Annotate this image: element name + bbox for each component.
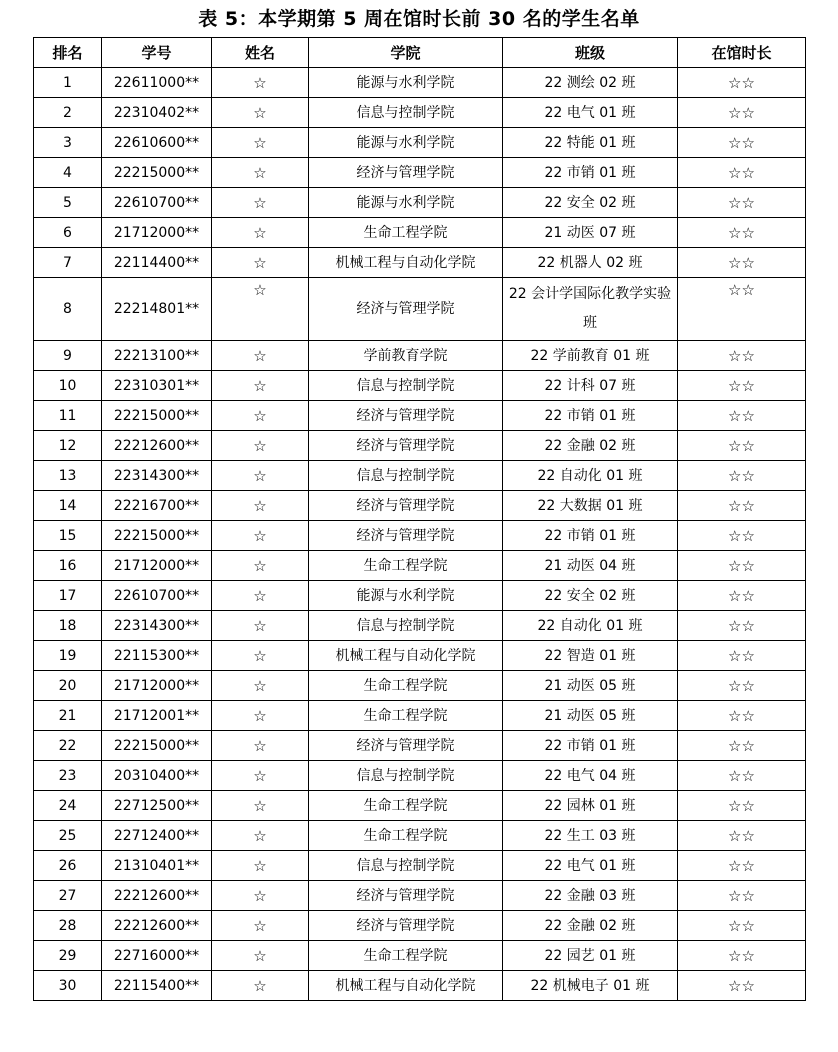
cell-name: ☆ bbox=[212, 218, 309, 248]
cell-name: ☆ bbox=[212, 371, 309, 401]
cell-rank: 2 bbox=[34, 98, 102, 128]
cell-name: ☆ bbox=[212, 188, 309, 218]
cell-college: 机械工程与自动化学院 bbox=[309, 971, 503, 1001]
table-row bbox=[34, 611, 806, 641]
cell-hours: ☆☆ bbox=[678, 971, 806, 1001]
cell-student-id: 21712000** bbox=[102, 551, 212, 581]
col-header-rank: 排名 bbox=[34, 38, 102, 68]
cell-student-id: 22314300** bbox=[102, 611, 212, 641]
cell-student-id: 22716000** bbox=[102, 941, 212, 971]
cell-rank: 19 bbox=[34, 641, 102, 671]
cell-rank: 12 bbox=[34, 431, 102, 461]
table-row bbox=[34, 761, 806, 791]
cell-student-id: 21712000** bbox=[102, 671, 212, 701]
cell-rank: 30 bbox=[34, 971, 102, 1001]
cell-hours: ☆☆ bbox=[678, 851, 806, 881]
col-header-name: 姓名 bbox=[212, 38, 309, 68]
cell-name: ☆ bbox=[212, 278, 309, 341]
cell-hours: ☆☆ bbox=[678, 188, 806, 218]
cell-rank: 8 bbox=[34, 278, 102, 341]
cell-name: ☆ bbox=[212, 341, 309, 371]
cell-rank: 22 bbox=[34, 731, 102, 761]
cell-college: 生命工程学院 bbox=[309, 941, 503, 971]
cell-student-id: 22314300** bbox=[102, 461, 212, 491]
cell-rank: 29 bbox=[34, 941, 102, 971]
cell-class: 22 安全 02 班 bbox=[503, 581, 678, 611]
cell-name: ☆ bbox=[212, 431, 309, 461]
cell-rank: 5 bbox=[34, 188, 102, 218]
table-row bbox=[34, 941, 806, 971]
table-title: 表 5：本学期第 5 周在馆时长前 30 名的学生名单 bbox=[198, 8, 640, 30]
cell-student-id: 22215000** bbox=[102, 521, 212, 551]
table-row bbox=[34, 671, 806, 701]
table-body bbox=[34, 68, 806, 1001]
cell-student-id: 20310400** bbox=[102, 761, 212, 791]
cell-class: 21 动医 07 班 bbox=[503, 218, 678, 248]
table-row bbox=[34, 971, 806, 1001]
cell-hours: ☆☆ bbox=[678, 911, 806, 941]
table-row bbox=[34, 68, 806, 98]
cell-college: 学前教育学院 bbox=[309, 341, 503, 371]
table-row bbox=[34, 731, 806, 761]
cell-class: 22 金融 03 班 bbox=[503, 881, 678, 911]
cell-rank: 6 bbox=[34, 218, 102, 248]
cell-student-id: 21712001** bbox=[102, 701, 212, 731]
cell-college: 信息与控制学院 bbox=[309, 371, 503, 401]
cell-class: 22 电气 04 班 bbox=[503, 761, 678, 791]
table-row bbox=[34, 431, 806, 461]
cell-name: ☆ bbox=[212, 791, 309, 821]
cell-rank: 13 bbox=[34, 461, 102, 491]
table-row bbox=[34, 278, 806, 341]
cell-college: 经济与管理学院 bbox=[309, 521, 503, 551]
cell-name: ☆ bbox=[212, 611, 309, 641]
cell-class: 22 测绘 02 班 bbox=[503, 68, 678, 98]
cell-college: 信息与控制学院 bbox=[309, 98, 503, 128]
cell-class: 21 动医 04 班 bbox=[503, 551, 678, 581]
cell-college: 经济与管理学院 bbox=[309, 401, 503, 431]
table-row bbox=[34, 881, 806, 911]
cell-hours: ☆☆ bbox=[678, 791, 806, 821]
cell-name: ☆ bbox=[212, 911, 309, 941]
cell-class: 22 会计学国际化教学实验班 bbox=[503, 278, 678, 341]
cell-college: 经济与管理学院 bbox=[309, 491, 503, 521]
table-row bbox=[34, 911, 806, 941]
cell-name: ☆ bbox=[212, 941, 309, 971]
cell-college: 机械工程与自动化学院 bbox=[309, 641, 503, 671]
cell-college: 经济与管理学院 bbox=[309, 158, 503, 188]
cell-hours: ☆☆ bbox=[678, 521, 806, 551]
cell-student-id: 22215000** bbox=[102, 158, 212, 188]
cell-college: 能源与水利学院 bbox=[309, 68, 503, 98]
cell-name: ☆ bbox=[212, 581, 309, 611]
cell-hours: ☆☆ bbox=[678, 158, 806, 188]
cell-student-id: 22214801** bbox=[102, 278, 212, 341]
cell-hours: ☆☆ bbox=[678, 701, 806, 731]
cell-rank: 1 bbox=[34, 68, 102, 98]
cell-college: 经济与管理学院 bbox=[309, 911, 503, 941]
cell-class: 22 金融 02 班 bbox=[503, 431, 678, 461]
cell-class: 22 电气 01 班 bbox=[503, 98, 678, 128]
cell-student-id: 22215000** bbox=[102, 731, 212, 761]
cell-rank: 27 bbox=[34, 881, 102, 911]
cell-class: 22 金融 02 班 bbox=[503, 911, 678, 941]
cell-student-id: 22212600** bbox=[102, 431, 212, 461]
cell-college: 经济与管理学院 bbox=[309, 881, 503, 911]
cell-class: 22 园艺 01 班 bbox=[503, 941, 678, 971]
cell-rank: 25 bbox=[34, 821, 102, 851]
student-ranking-table bbox=[33, 37, 806, 1001]
cell-hours: ☆☆ bbox=[678, 98, 806, 128]
cell-student-id: 22610700** bbox=[102, 581, 212, 611]
cell-name: ☆ bbox=[212, 881, 309, 911]
cell-rank: 17 bbox=[34, 581, 102, 611]
cell-student-id: 22610600** bbox=[102, 128, 212, 158]
cell-name: ☆ bbox=[212, 401, 309, 431]
cell-student-id: 22310301** bbox=[102, 371, 212, 401]
cell-rank: 26 bbox=[34, 851, 102, 881]
cell-class: 22 计科 07 班 bbox=[503, 371, 678, 401]
cell-hours: ☆☆ bbox=[678, 491, 806, 521]
cell-class: 22 自动化 01 班 bbox=[503, 461, 678, 491]
cell-class: 21 动医 05 班 bbox=[503, 701, 678, 731]
cell-rank: 11 bbox=[34, 401, 102, 431]
cell-name: ☆ bbox=[212, 521, 309, 551]
cell-class: 22 生工 03 班 bbox=[503, 821, 678, 851]
cell-hours: ☆☆ bbox=[678, 941, 806, 971]
cell-name: ☆ bbox=[212, 821, 309, 851]
cell-class: 22 市销 01 班 bbox=[503, 158, 678, 188]
table-row bbox=[34, 521, 806, 551]
cell-class: 22 机器人 02 班 bbox=[503, 248, 678, 278]
cell-student-id: 22216700** bbox=[102, 491, 212, 521]
table-row bbox=[34, 188, 806, 218]
table-row bbox=[34, 851, 806, 881]
cell-hours: ☆☆ bbox=[678, 248, 806, 278]
cell-student-id: 22212600** bbox=[102, 911, 212, 941]
cell-hours: ☆☆ bbox=[678, 881, 806, 911]
cell-student-id: 22310402** bbox=[102, 98, 212, 128]
cell-hours: ☆☆ bbox=[678, 551, 806, 581]
table-row bbox=[34, 248, 806, 278]
cell-class: 21 动医 05 班 bbox=[503, 671, 678, 701]
cell-name: ☆ bbox=[212, 641, 309, 671]
cell-class: 22 机械电子 01 班 bbox=[503, 971, 678, 1001]
cell-class: 22 学前教育 01 班 bbox=[503, 341, 678, 371]
cell-name: ☆ bbox=[212, 551, 309, 581]
cell-class: 22 园林 01 班 bbox=[503, 791, 678, 821]
table-row bbox=[34, 218, 806, 248]
cell-college: 生命工程学院 bbox=[309, 551, 503, 581]
cell-college: 机械工程与自动化学院 bbox=[309, 248, 503, 278]
cell-hours: ☆☆ bbox=[678, 641, 806, 671]
cell-college: 信息与控制学院 bbox=[309, 461, 503, 491]
cell-name: ☆ bbox=[212, 491, 309, 521]
table-row bbox=[34, 128, 806, 158]
cell-class: 22 市销 01 班 bbox=[503, 731, 678, 761]
table-row bbox=[34, 791, 806, 821]
cell-hours: ☆☆ bbox=[678, 218, 806, 248]
cell-class: 22 市销 01 班 bbox=[503, 401, 678, 431]
cell-college: 生命工程学院 bbox=[309, 671, 503, 701]
cell-name: ☆ bbox=[212, 731, 309, 761]
cell-rank: 18 bbox=[34, 611, 102, 641]
cell-rank: 20 bbox=[34, 671, 102, 701]
cell-hours: ☆☆ bbox=[678, 68, 806, 98]
cell-class: 22 大数据 01 班 bbox=[503, 491, 678, 521]
cell-hours: ☆☆ bbox=[678, 128, 806, 158]
cell-name: ☆ bbox=[212, 98, 309, 128]
cell-hours: ☆☆ bbox=[678, 761, 806, 791]
cell-college: 生命工程学院 bbox=[309, 218, 503, 248]
table-row bbox=[34, 581, 806, 611]
cell-hours: ☆☆ bbox=[678, 401, 806, 431]
cell-student-id: 21310401** bbox=[102, 851, 212, 881]
cell-hours: ☆☆ bbox=[678, 821, 806, 851]
header-row bbox=[34, 38, 806, 68]
cell-hours: ☆☆ bbox=[678, 611, 806, 641]
cell-rank: 16 bbox=[34, 551, 102, 581]
cell-college: 经济与管理学院 bbox=[309, 278, 503, 341]
cell-name: ☆ bbox=[212, 158, 309, 188]
cell-rank: 4 bbox=[34, 158, 102, 188]
table-row bbox=[34, 158, 806, 188]
cell-student-id: 22212600** bbox=[102, 881, 212, 911]
cell-hours: ☆☆ bbox=[678, 461, 806, 491]
cell-college: 信息与控制学院 bbox=[309, 851, 503, 881]
table-row bbox=[34, 461, 806, 491]
col-header-hours: 在馆时长 bbox=[678, 38, 806, 68]
cell-hours: ☆☆ bbox=[678, 731, 806, 761]
cell-college: 经济与管理学院 bbox=[309, 731, 503, 761]
cell-rank: 15 bbox=[34, 521, 102, 551]
table-row bbox=[34, 551, 806, 581]
cell-name: ☆ bbox=[212, 851, 309, 881]
table-row bbox=[34, 341, 806, 371]
cell-name: ☆ bbox=[212, 971, 309, 1001]
cell-college: 生命工程学院 bbox=[309, 791, 503, 821]
cell-college: 生命工程学院 bbox=[309, 701, 503, 731]
cell-student-id: 22215000** bbox=[102, 401, 212, 431]
cell-student-id: 22610700** bbox=[102, 188, 212, 218]
cell-college: 经济与管理学院 bbox=[309, 431, 503, 461]
cell-hours: ☆☆ bbox=[678, 371, 806, 401]
cell-student-id: 22115400** bbox=[102, 971, 212, 1001]
cell-college: 能源与水利学院 bbox=[309, 581, 503, 611]
cell-college: 能源与水利学院 bbox=[309, 188, 503, 218]
cell-rank: 23 bbox=[34, 761, 102, 791]
cell-class: 22 特能 01 班 bbox=[503, 128, 678, 158]
cell-student-id: 22213100** bbox=[102, 341, 212, 371]
table-row bbox=[34, 641, 806, 671]
cell-name: ☆ bbox=[212, 671, 309, 701]
cell-hours: ☆☆ bbox=[678, 278, 806, 341]
cell-student-id: 22115300** bbox=[102, 641, 212, 671]
col-header-class: 班级 bbox=[503, 38, 678, 68]
cell-class: 22 市销 01 班 bbox=[503, 521, 678, 551]
table-row bbox=[34, 98, 806, 128]
cell-college: 生命工程学院 bbox=[309, 821, 503, 851]
table-row bbox=[34, 491, 806, 521]
table-row bbox=[34, 401, 806, 431]
col-header-college: 学院 bbox=[309, 38, 503, 68]
table-row bbox=[34, 821, 806, 851]
cell-class: 22 安全 02 班 bbox=[503, 188, 678, 218]
cell-hours: ☆☆ bbox=[678, 671, 806, 701]
cell-name: ☆ bbox=[212, 761, 309, 791]
cell-student-id: 21712000** bbox=[102, 218, 212, 248]
cell-name: ☆ bbox=[212, 128, 309, 158]
cell-name: ☆ bbox=[212, 461, 309, 491]
cell-class: 22 电气 01 班 bbox=[503, 851, 678, 881]
table-row bbox=[34, 701, 806, 731]
cell-name: ☆ bbox=[212, 68, 309, 98]
cell-rank: 9 bbox=[34, 341, 102, 371]
cell-rank: 7 bbox=[34, 248, 102, 278]
cell-hours: ☆☆ bbox=[678, 431, 806, 461]
cell-name: ☆ bbox=[212, 248, 309, 278]
cell-student-id: 22611000** bbox=[102, 68, 212, 98]
cell-class: 22 自动化 01 班 bbox=[503, 611, 678, 641]
cell-rank: 10 bbox=[34, 371, 102, 401]
cell-rank: 14 bbox=[34, 491, 102, 521]
table-row bbox=[34, 371, 806, 401]
cell-rank: 28 bbox=[34, 911, 102, 941]
cell-student-id: 22114400** bbox=[102, 248, 212, 278]
cell-college: 能源与水利学院 bbox=[309, 128, 503, 158]
cell-name: ☆ bbox=[212, 701, 309, 731]
cell-college: 信息与控制学院 bbox=[309, 761, 503, 791]
cell-student-id: 22712400** bbox=[102, 821, 212, 851]
cell-student-id: 22712500** bbox=[102, 791, 212, 821]
cell-hours: ☆☆ bbox=[678, 341, 806, 371]
cell-hours: ☆☆ bbox=[678, 581, 806, 611]
col-header-student-id: 学号 bbox=[102, 38, 212, 68]
cell-rank: 24 bbox=[34, 791, 102, 821]
cell-rank: 21 bbox=[34, 701, 102, 731]
cell-class: 22 智造 01 班 bbox=[503, 641, 678, 671]
cell-college: 信息与控制学院 bbox=[309, 611, 503, 641]
cell-rank: 3 bbox=[34, 128, 102, 158]
